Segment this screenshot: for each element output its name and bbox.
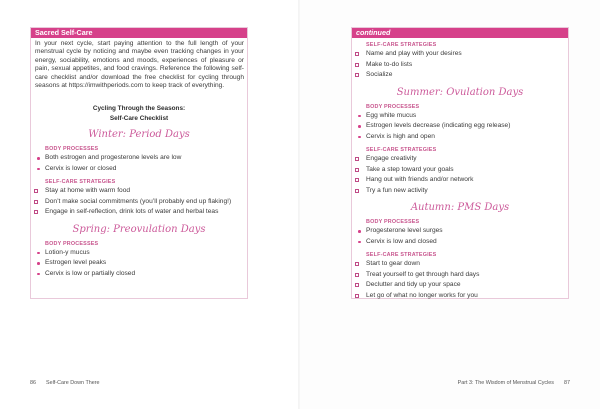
checklist-item: Declutter and tidy up your space (352, 280, 568, 291)
checkbox-icon (355, 52, 359, 56)
checklist-item: Socialize (352, 70, 568, 81)
checklist-title-line2: Self-Care Checklist (109, 114, 169, 122)
right-page (300, 0, 600, 409)
list-item: Cervix is low and closed (352, 237, 568, 248)
list-item: Estrogen levels decrease (indicating egg release) (352, 121, 568, 132)
list-item: Both estrogen and progesterone levels are low (31, 153, 247, 164)
checkbox-icon (355, 73, 359, 77)
checklist-item: Let go of what no longer works for you (352, 291, 568, 302)
checkbox-icon (355, 294, 359, 298)
summer-body-list (352, 111, 568, 143)
checkbox-icon (355, 262, 359, 266)
checkbox-icon (355, 273, 359, 277)
checklist-item: Make to-do lists (352, 60, 568, 71)
checkbox-icon (355, 189, 359, 193)
list-item: Cervix is low or partially closed (31, 269, 247, 280)
list-item: Cervix is high and open (352, 132, 568, 143)
summer-strategies-list (352, 154, 568, 196)
checkbox-icon (355, 157, 359, 161)
page-number: 87 (564, 380, 570, 386)
checklist-item: Stay at home with warm food (31, 186, 247, 197)
list-item: Egg white mucus (352, 111, 568, 122)
continued-box (351, 27, 569, 299)
autumn-strategies-label: SELF-CARE STRATEGIES (366, 252, 437, 258)
checklist-item: Try a fun new activity (352, 186, 568, 197)
summer-strategies-label: SELF-CARE STRATEGIES (366, 147, 437, 153)
winter-strategies-label: SELF-CARE STRATEGIES (45, 179, 116, 186)
list-item: Lotion-y mucus (31, 248, 247, 259)
winter-body-list (31, 153, 247, 174)
checklist-item: Hang out with friends and/or network (352, 175, 568, 186)
checkbox-icon (355, 283, 359, 287)
list-item: Progesterone level surges (352, 226, 568, 237)
summer-title: Summer: Ovulation Days (396, 86, 524, 98)
checkbox-icon (34, 189, 38, 193)
left-footer (30, 380, 100, 386)
checklist-item: Start to gear down (352, 259, 568, 270)
running-title: Part 3: The Wisdom of Menstrual Cycles (457, 380, 554, 386)
checklist-item: Treat yourself to get through hard days (352, 270, 568, 281)
autumn-body-list (352, 226, 568, 247)
running-title: Self-Care Down There (46, 380, 100, 386)
summer-body-label: BODY PROCESSES (366, 103, 420, 110)
checklist-item: Engage in self-reflection, drink lots of water and herbal teas (31, 207, 247, 218)
checkbox-icon (355, 168, 359, 172)
autumn-title: Autumn: PMS Days (410, 202, 510, 213)
spring-body-label: BODY PROCESSES (45, 240, 99, 247)
spring-title: Spring: Preovulation Days (72, 223, 206, 235)
winter-body-label: BODY PROCESSES (45, 146, 99, 153)
spring-strategies-label: SELF-CARE STRATEGIES (366, 42, 437, 48)
sacred-self-care-box (30, 27, 248, 299)
right-footer (458, 380, 570, 386)
checkbox-icon (34, 200, 38, 204)
checkbox-icon (355, 63, 359, 67)
autumn-strategies-list (352, 259, 568, 301)
list-item: Estrogen level peaks (31, 258, 247, 269)
checkbox-icon (34, 210, 38, 214)
checklist-title-line1: Cycling Through the Seasons: (92, 105, 186, 113)
checklist-item: Engage creativity (352, 154, 568, 165)
winter-strategies-list (31, 186, 247, 218)
autumn-body-label: BODY PROCESSES (366, 219, 420, 225)
checklist-item: Take a step toward your goals (352, 165, 568, 176)
checklist-item: Don’t make social commitments (you’ll probably end up flaking!) (31, 197, 247, 208)
winter-title: Winter: Period Days (88, 129, 190, 141)
checkbox-icon (355, 178, 359, 182)
intro-paragraph: In your next cycle, start paying attention to the full length of your menstrual cycle by noticing and maybe even tracking changes in your energy, sociability, emotions and moods, experiences of pleasure or pain, sexual appetites, and food cravings. Reference the following self-care checklist and/or download the free checklist for cycling through seasons at https://imwithperiods.com to keep track of everything. (35, 40, 244, 90)
checklist-title (31, 104, 247, 123)
spring-strategies-list (352, 49, 568, 81)
box-header: continued (352, 28, 568, 38)
list-item: Cervix is lower or closed (31, 164, 247, 175)
spring-body-list (31, 248, 247, 280)
box-header: Sacred Self-Care (31, 28, 247, 38)
page-number: 86 (30, 380, 36, 386)
checklist-item: Name and play with your desires (352, 49, 568, 60)
